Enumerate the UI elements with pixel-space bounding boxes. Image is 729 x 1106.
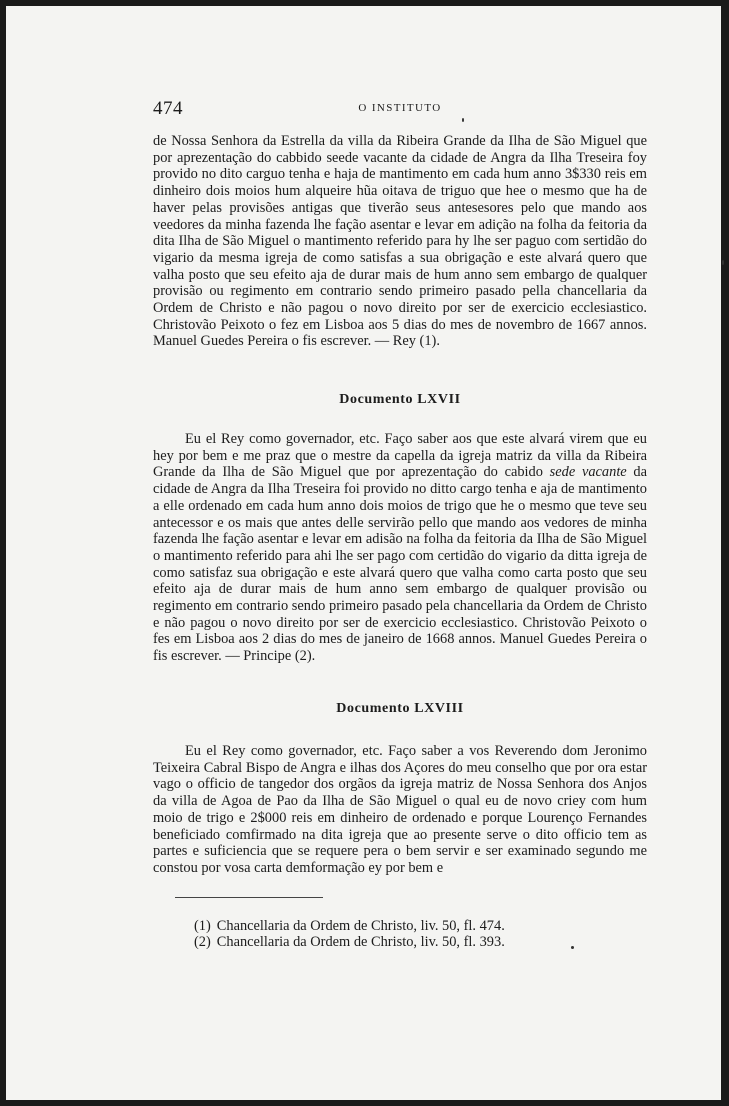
footnote-mark: (1) xyxy=(194,918,211,934)
footnote-text: Chancellaria da Ordem de Christo, liv. 50, fl. 474. xyxy=(216,918,505,934)
footnote-mark: (2) xyxy=(194,933,211,950)
footnote-item xyxy=(194,935,624,951)
page-number: 474 xyxy=(153,98,183,119)
footnote-divider xyxy=(175,897,323,898)
running-head: O INSTITUTO xyxy=(358,102,442,114)
document-67-text-part-2: da cidade de Angra da Ilha Treseira foi provido no ditto cargo tenha e aja de mantimento a elle ordenado em cada hum anno dois moios de trigo que he o mesmo que teve seu antecessor e os mais que antes delle servirão pello que mando aos vedores de minha fazenda lhe fação asentar e levar em adisão na folha da feitoria da Ilha de São Miguel o mantimento referido para ahi lhe ser pago com certidão do vigario da ditta igreja de como satisfaz sua obrigação e este alvará quero que valha como carta posto que seu efeito aja de durar mais de hum anno sem embargo de qualquer provisão ou regimento em contrario sendo primeiro pasado pela chancellaria da Ordem de Christo e não pagou o novo direito por ser de exercicio ecclesiastico. Christovão Peixoto o fes em Lisboa aos 2 dias do mes de janeiro de 1668 annos. Manuel Guedes Pereira o fis escrever. — Principe (2). xyxy=(153,464,647,665)
ink-speck xyxy=(462,118,464,122)
page-header xyxy=(153,98,647,120)
document-68-text: Eu el Rey como governador, etc. Faço saber a vos Reverendo dom Jeronimo Teixeira Cabral Bispo de Angra e ilhas dos Açores do meu conselho que por ora estar vago o officio de tangedor dos orgãos da igreja matriz de Nossa Senhora dos Anjos da villa de Agoa de Pao da Ilha de São Miguel o qual eu de novo criey com hum moio de trigo e 2$000 reis em dinheiro de ordenado e porque Lourenço Fernandes beneficiado comfirmado na dita igreja que ao presente serve o dito officio tem as partes e suficiencia que se requere pera o bem servir e ser examinado segundo me constou por vosa carta demformação ey por bem e xyxy=(153,743,647,876)
footnote-text: Chancellaria da Ordem de Christo, liv. 50, fl. 393. xyxy=(216,933,505,950)
ink-speck xyxy=(571,946,574,949)
footnotes xyxy=(194,919,624,950)
document-page xyxy=(6,6,721,1100)
document-67-italic-phrase: sede vacante xyxy=(549,464,627,481)
ink-speck xyxy=(722,260,724,265)
document-68-title: Documento LXVIII xyxy=(336,701,464,716)
document-67-title: Documento LXVII xyxy=(339,392,461,407)
paragraph-continuation: de Nossa Senhora da Estrella da villa da Ribeira Grande da Ilha de São Miguel que por aprezentação do cabbido seede vacante da cidade de Angra da Ilha Treseira foy provido no dito carguo tenha e haja de mantimento em cada hum anno 3$330 reis em dinheiro dois moios hum alqueire hũa oitava de triguo que hee o mesmo que ha de haver pelas provisões antigas que tiverão seus antesesores pelo que mando aos veedores da minha fazenda lhe fação asentar e levar em adição na folha da feitoria da dita Ilha de São Miguel o mantimento referido para hy lhe ser paguo com sertidão do vigario da mesma igreja de como satisfas a sua obrigação e este alvará quero que valha posto que seu efeito aja de durar mais de hum anno sem embargo de qualquer provisão ou regimento em contrario sendo primeiro pasado pella chancellaria da Ordem de Christo e não pagou o novo direito por ser de exercicio ecclesiastico. Christovão Peixoto o fez em Lisboa aos 5 dias do mes de novembro de 1667 annos. Manuel Guedes Pereira o fis escrever. — Rey (1). xyxy=(153,133,647,350)
document-67-text xyxy=(153,431,647,665)
footnote-item xyxy=(194,919,624,935)
document-67-text-part-1: Eu el Rey como governador, etc. Faço saber aos que este alvará virem que eu hey por bem e me praz que o mestre da capella da igreja matriz da villa da Ribeira Grande da Ilha de São Miguel que por aprezentação do cabido xyxy=(153,431,647,481)
